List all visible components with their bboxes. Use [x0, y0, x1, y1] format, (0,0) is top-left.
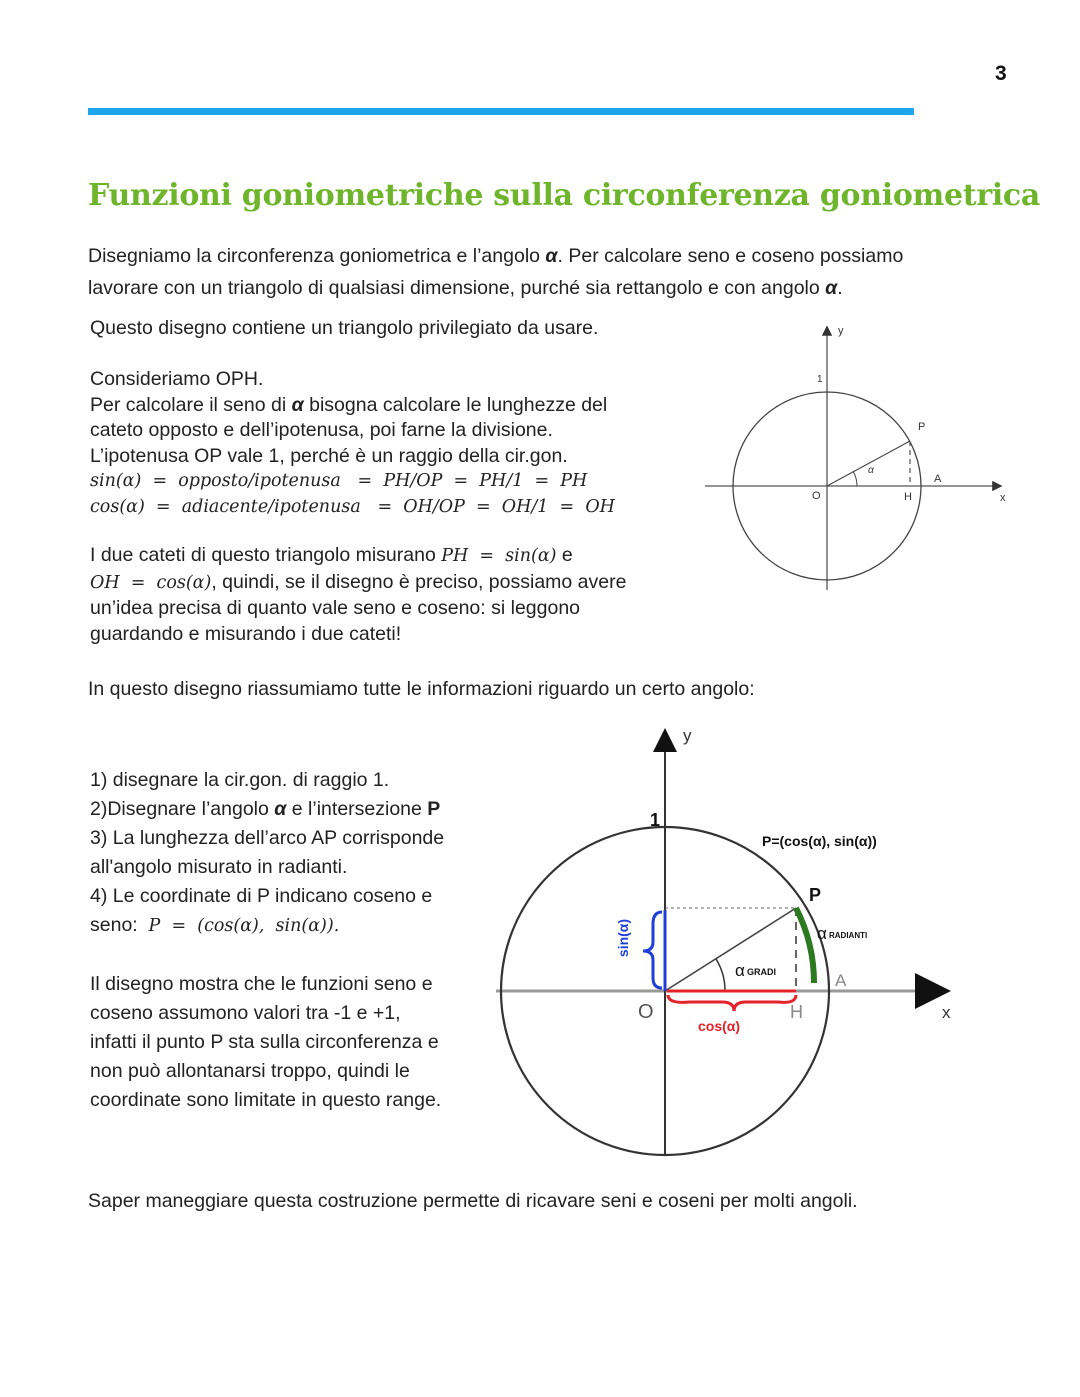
h-label: H	[790, 1002, 803, 1022]
p-label: P	[809, 885, 822, 905]
a-label: A	[934, 473, 942, 485]
cos-label: cos(α)	[698, 1018, 741, 1034]
consider-line: Consideriamo OPH.	[90, 368, 264, 390]
intro-text: . Per calcolare seno e coseno possiamo	[557, 245, 904, 267]
seno-line: Per calcolare il seno di α bisogna calcolare le lunghezze del	[90, 393, 608, 416]
unit-circle-figure-small	[700, 318, 1020, 600]
section2-lead: In questo disegno riassumiamo tutte le informazioni riguardo un certo angolo:	[88, 678, 755, 700]
cos-equation: cos(α) = adiacente/ipotenusa = OH/OP = OH/1 = OH	[90, 496, 615, 517]
y-label: y	[838, 325, 844, 337]
radianti-label: RADIANTI	[829, 931, 868, 940]
a-label: A	[835, 971, 847, 990]
header-rule	[88, 108, 914, 115]
step-4a: 4) Le coordinate di P indicano coseno e	[90, 885, 433, 907]
sin-equation: sin(α) = opposto/ipotenusa = PH/OP = PH/1 = PH	[90, 471, 588, 491]
step-3a: 3) La lunghezza dell’arco AP corrisponde	[90, 827, 445, 849]
alpha-symbol: α	[545, 245, 558, 267]
radius-op	[665, 908, 796, 991]
one-label: 1	[817, 374, 823, 385]
alpha-gradi-symbol: α	[735, 961, 745, 980]
step-3b: all'angolo misurato in radianti.	[90, 856, 348, 878]
sin-label: sin(α)	[615, 918, 631, 958]
step-4b: seno: P = (cos(α), sin(α)).	[90, 914, 340, 936]
one-label: 1	[650, 810, 661, 830]
ipotenusa-line: L’ipotenusa OP vale 1, perché è un raggio della cir.gon.	[90, 444, 568, 467]
alpha-symbol: α	[825, 277, 838, 299]
alpha-radianti-symbol: α	[817, 924, 827, 943]
section1-body	[90, 367, 615, 520]
origin-label: O	[638, 1001, 654, 1023]
intro-text: lavorare con un triangolo di qualsiasi dimensione, purché sia rettangolo e con angolo	[88, 277, 826, 299]
gradi-label: GRADI	[747, 967, 776, 977]
intro-paragraph	[88, 240, 988, 304]
alpha-label: α	[868, 465, 874, 476]
unit-circle-figure-detailed	[490, 720, 990, 1160]
h-label: H	[904, 491, 912, 503]
cateto-line: cateto opposto e dell’ipotenusa, poi farne la divisione.	[90, 419, 553, 441]
step-2: 2)Disegnare l’angolo α e l’intersezione P	[90, 798, 441, 820]
step-1: 1) disegnare la cir.gon. di raggio 1.	[90, 769, 390, 791]
cateti-paragraph: I due cateti di questo triangolo misurano PH = sin(α) e OH = cos(α), quindi, se il disegno è preciso, possiamo avere un’idea precisa di quanto vale seno e coseno: si leggono guardando e misurando i due cateti!	[90, 544, 627, 645]
y-label: y	[683, 726, 692, 745]
intro-text: Disegniamo la circonferenza goniometrica e l’angolo	[88, 245, 546, 267]
p-coordinates-label: P=(cos(α), sin(α))	[762, 833, 877, 849]
origin-label: O	[812, 490, 821, 502]
closing-text: Saper maneggiare questa costruzione permette di ricavare seni e coseni per molti angoli.	[88, 1190, 858, 1212]
sin-brace	[643, 912, 662, 988]
x-label: x	[942, 1003, 951, 1022]
angle-arc	[853, 471, 857, 486]
page-title: Funzioni goniometriche sulla circonferenza goniometrica	[88, 178, 1041, 213]
page-number: 3	[995, 62, 1007, 85]
steps-list	[90, 766, 444, 941]
x-label: x	[1000, 492, 1006, 504]
cos-brace	[668, 995, 796, 1011]
radius-op	[827, 441, 910, 486]
p-label: P	[918, 421, 926, 433]
intro-text: .	[837, 277, 843, 299]
range-paragraph: Il disegno mostra che le funzioni seno e coseno assumono valori tra -1 e +1, infatti il punto P sta sulla circonferenza e non può allontanarsi troppo, quindi le coordinate sono limitate in questo range.	[90, 973, 442, 1111]
angle-arc	[716, 959, 725, 991]
section1-lead: Questo disegno contiene un triangolo privilegiato da usare.	[90, 317, 599, 339]
